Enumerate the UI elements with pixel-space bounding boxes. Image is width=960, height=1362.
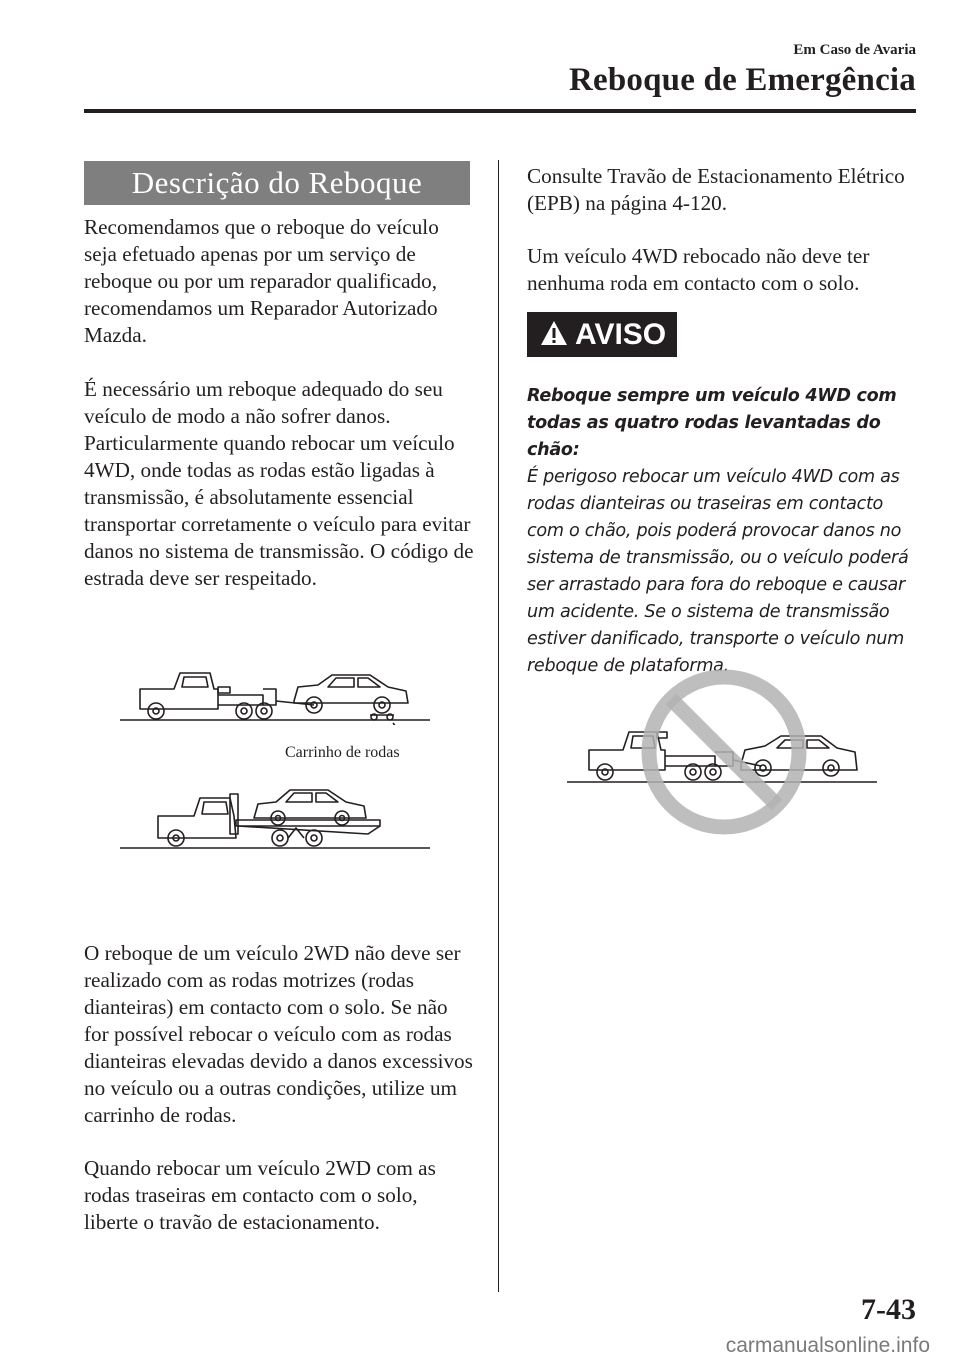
warning-badge <box>527 312 677 357</box>
epb-reference-paragraph: Consulte Travão de Estacionamento Elétrico (EPB) na página 4-120. <box>527 164 905 215</box>
flatbed-truck-illustration <box>118 780 438 852</box>
warning-triangle-icon <box>539 319 569 351</box>
page-title: Reboque de Emergência <box>569 62 916 98</box>
watermark: carmanualsonline.info <box>725 1334 930 1357</box>
warning-label: AVISO <box>575 317 667 351</box>
tow-truck-dolly-illustration <box>118 665 438 725</box>
4wd-paragraph: Um veículo 4WD rebocado não deve ter nenhuma roda em contacto com o solo. <box>527 244 870 295</box>
intro-paragraph: Recomendamos que o reboque do veículo seja efetuado apenas por um serviço de reboque ou por um reparador qualificado, recomendamos um Reparador Autorizado Mazda. <box>84 215 439 347</box>
prohibition-icon <box>649 677 799 827</box>
header-rule <box>84 109 916 113</box>
parking-brake-paragraph: Quando rebocar um veículo 2WD com as rodas traseiras em contacto com o solo, liberte o travão de estacionamento. <box>84 1156 436 1234</box>
section-title: Descrição do Reboque <box>84 161 470 205</box>
towing-paragraph: É necessário um reboque adequado do seu veículo de modo a não sofrer danos. Particularmente quando rebocar um veículo 4WD, onde todas as rodas estão ligadas à transmissão, é absolutamente essencial transportar corretamente o veículo para evitar danos no sistema de transmissão. O código de estrada deve ser respeitado. <box>84 377 474 590</box>
warning-title: Reboque sempre um veículo 4WD com todas as quatro rodas levantadas do chão: <box>527 386 897 460</box>
2wd-paragraph: O reboque de um veículo 2WD não deve ser realizado com as rodas motrizes (rodas dianteiras) em contacto com o solo. Se não for possível rebocar o veículo com as rodas dianteiras elevadas devido a danos excessivos no veículo ou a outras condições, utilize um carrinho de rodas. <box>84 941 473 1127</box>
wheel-dolly-label: Carrinho de rodas <box>285 744 400 761</box>
chapter-title: Em Caso de Avaria <box>793 42 916 58</box>
page-number: 7-43 <box>861 1293 916 1326</box>
column-divider <box>498 160 499 1292</box>
warning-body: É perigoso rebocar um veículo 4WD com as rodas dianteiras ou traseiras em contacto com o chão, pois poderá provocar danos no sistema de transmissão, ou o veículo poderá ser arrastado para fora do reboque e causar um acidente. Se o sistema de transmissão estiver danificado, transporte o veículo num reboque de plataforma. <box>527 467 909 676</box>
warning-text <box>527 383 917 680</box>
prohibited-towing-illustration <box>565 660 885 840</box>
